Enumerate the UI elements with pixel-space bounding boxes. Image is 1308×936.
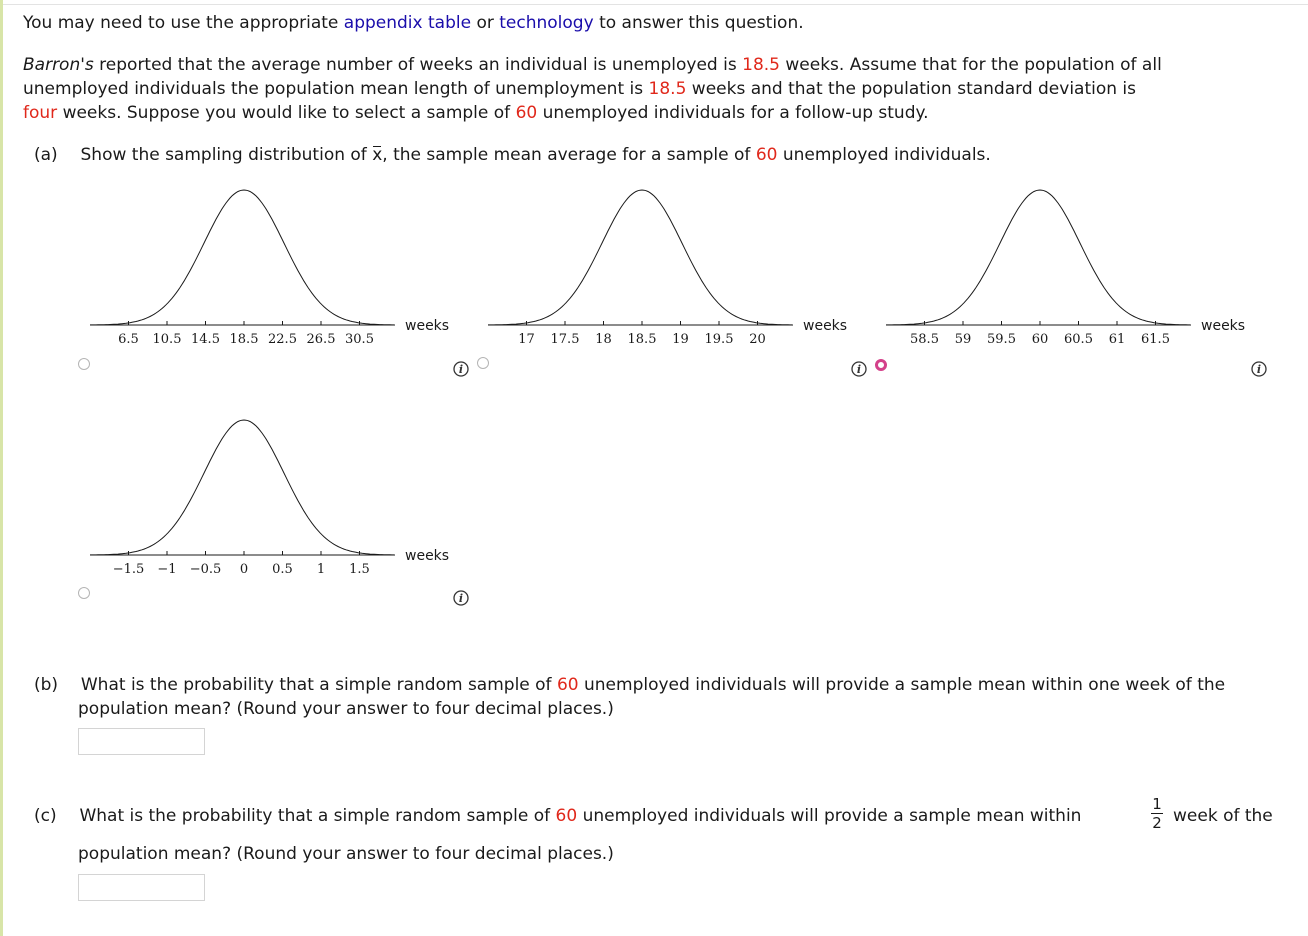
question-text: , the sample mean average for a sample of	[382, 145, 751, 165]
question-text: unemployed individuals will provide a sample mean within	[582, 806, 1082, 826]
tick-label: 60.5	[1064, 332, 1093, 347]
tick-label: 17.5	[550, 332, 580, 347]
problem-text: unemployed individuals for a follow-up study.	[542, 103, 929, 123]
distribution-graph-4	[80, 405, 460, 590]
question-text: unemployed individuals.	[782, 145, 991, 165]
tick-label: 59	[954, 332, 972, 347]
part-b-question-line-2: population mean? (Round your answer to four decimal places.)	[78, 699, 614, 719]
normal-curve	[886, 190, 1190, 325]
pop-mean-value: 18.5	[648, 79, 687, 99]
part-c-answer-input[interactable]	[78, 874, 205, 901]
source-name: Barron's	[23, 55, 94, 75]
part-b-answer-input[interactable]	[78, 728, 205, 755]
top-divider	[3, 4, 1308, 5]
info-icon[interactable]	[851, 361, 867, 377]
axis-unit-label: weeks	[803, 318, 848, 334]
appendix-table-link[interactable]: appendix table	[343, 13, 472, 33]
part-c-question-end: week of the	[1173, 806, 1273, 826]
option-1-radio[interactable]	[78, 358, 90, 370]
svg-text:i: i	[458, 363, 464, 376]
x-bar-symbol: x	[372, 145, 383, 165]
option-2-radio[interactable]	[477, 357, 489, 369]
tick-label: −1	[157, 562, 177, 577]
option-4-radio[interactable]	[78, 587, 90, 599]
normal-curve	[488, 190, 792, 325]
tick-label: 58.5	[910, 332, 939, 347]
part-a-sample-size: 60	[755, 145, 778, 165]
tick-label: 14.5	[191, 332, 220, 347]
part-c-question-line-2: population mean? (Round your answer to four decimal places.)	[78, 844, 614, 864]
tick-label: 18.5	[229, 332, 259, 347]
info-icon[interactable]	[453, 590, 469, 606]
svg-text:i: i	[856, 363, 862, 376]
sample-size-value: 60	[515, 103, 538, 123]
part-a-question	[34, 143, 991, 167]
question-text: What is the probability that a simple random sample of	[80, 675, 552, 695]
tick-label: 17	[518, 332, 535, 347]
problem-text: unemployed individuals the population mean length of unemployment is	[23, 79, 644, 99]
avg-weeks-value: 18.5	[742, 55, 780, 75]
tick-label: −0.5	[189, 562, 222, 577]
tick-label: −1.5	[112, 562, 145, 577]
info-icon[interactable]	[453, 361, 469, 377]
intro-text: You may need to use the appropriate	[23, 13, 339, 33]
normal-curve	[90, 420, 394, 555]
fraction-numerator: 1	[1152, 795, 1162, 813]
problem-text: reported that the average number of weeks an individual is unemployed is	[99, 55, 737, 75]
question-text: unemployed individuals will provide a sample mean within one week of the	[584, 675, 1226, 695]
tick-label: 20	[749, 332, 766, 347]
axis-unit-label: weeks	[405, 318, 450, 334]
tick-label: 26.5	[306, 332, 336, 347]
problem-text: weeks. Assume that for the population of all	[785, 55, 1162, 75]
distribution-graph-2	[478, 175, 858, 360]
tick-label: 61.5	[1141, 332, 1170, 347]
tick-label: 59.5	[987, 332, 1016, 347]
left-border	[0, 0, 3, 936]
tick-label: 0.5	[272, 562, 293, 577]
fraction-denominator: 2	[1152, 814, 1162, 832]
problem-text: weeks. Suppose you would like to select a sample of	[62, 103, 511, 123]
intro-or: or	[476, 13, 494, 33]
problem-line-3	[23, 101, 929, 125]
axis-unit-label: weeks	[405, 548, 450, 564]
tick-label: 0	[239, 562, 249, 577]
technology-link[interactable]: technology	[499, 13, 594, 33]
tick-label: 30.5	[345, 332, 374, 347]
tick-label: 10.5	[152, 332, 182, 347]
std-dev-value: four	[23, 103, 58, 123]
tick-label: 18	[595, 332, 612, 347]
tick-label: 60	[1031, 332, 1049, 347]
tick-label: 22.5	[268, 332, 297, 347]
intro-text-end: to answer this question.	[599, 13, 804, 33]
half-fraction	[1149, 796, 1165, 831]
distribution-graph-3	[876, 175, 1256, 360]
part-b-label: (b)	[34, 675, 59, 695]
tick-label: 1	[316, 562, 326, 577]
intro-line	[23, 11, 804, 35]
part-b-question	[34, 673, 1225, 697]
tick-label: 6.5	[118, 332, 139, 347]
info-icon[interactable]	[1251, 361, 1267, 377]
part-a-label: (a)	[34, 145, 58, 165]
problem-line-2	[23, 77, 1136, 101]
problem-line-1	[23, 53, 1162, 77]
question-text: What is the probability that a simple random sample of	[79, 806, 551, 826]
part-c-label: (c)	[34, 806, 57, 826]
question-text: Show the sampling distribution of	[80, 145, 367, 165]
normal-curve	[90, 190, 394, 325]
axis-unit-label: weeks	[1201, 318, 1246, 334]
tick-label: 18.5	[627, 332, 657, 347]
tick-label: 19	[672, 332, 689, 347]
distribution-graph-1	[80, 175, 460, 360]
tick-label: 1.5	[349, 562, 370, 577]
svg-text:i: i	[1256, 363, 1262, 376]
part-c-sample-size: 60	[555, 806, 578, 826]
problem-text: weeks and that the population standard deviation is	[691, 79, 1137, 99]
tick-label: 19.5	[704, 332, 734, 347]
tick-label: 61	[1108, 332, 1126, 347]
part-c-question	[34, 804, 1081, 828]
part-b-sample-size: 60	[556, 675, 579, 695]
svg-text:i: i	[458, 592, 464, 605]
option-3-radio[interactable]	[875, 359, 887, 371]
